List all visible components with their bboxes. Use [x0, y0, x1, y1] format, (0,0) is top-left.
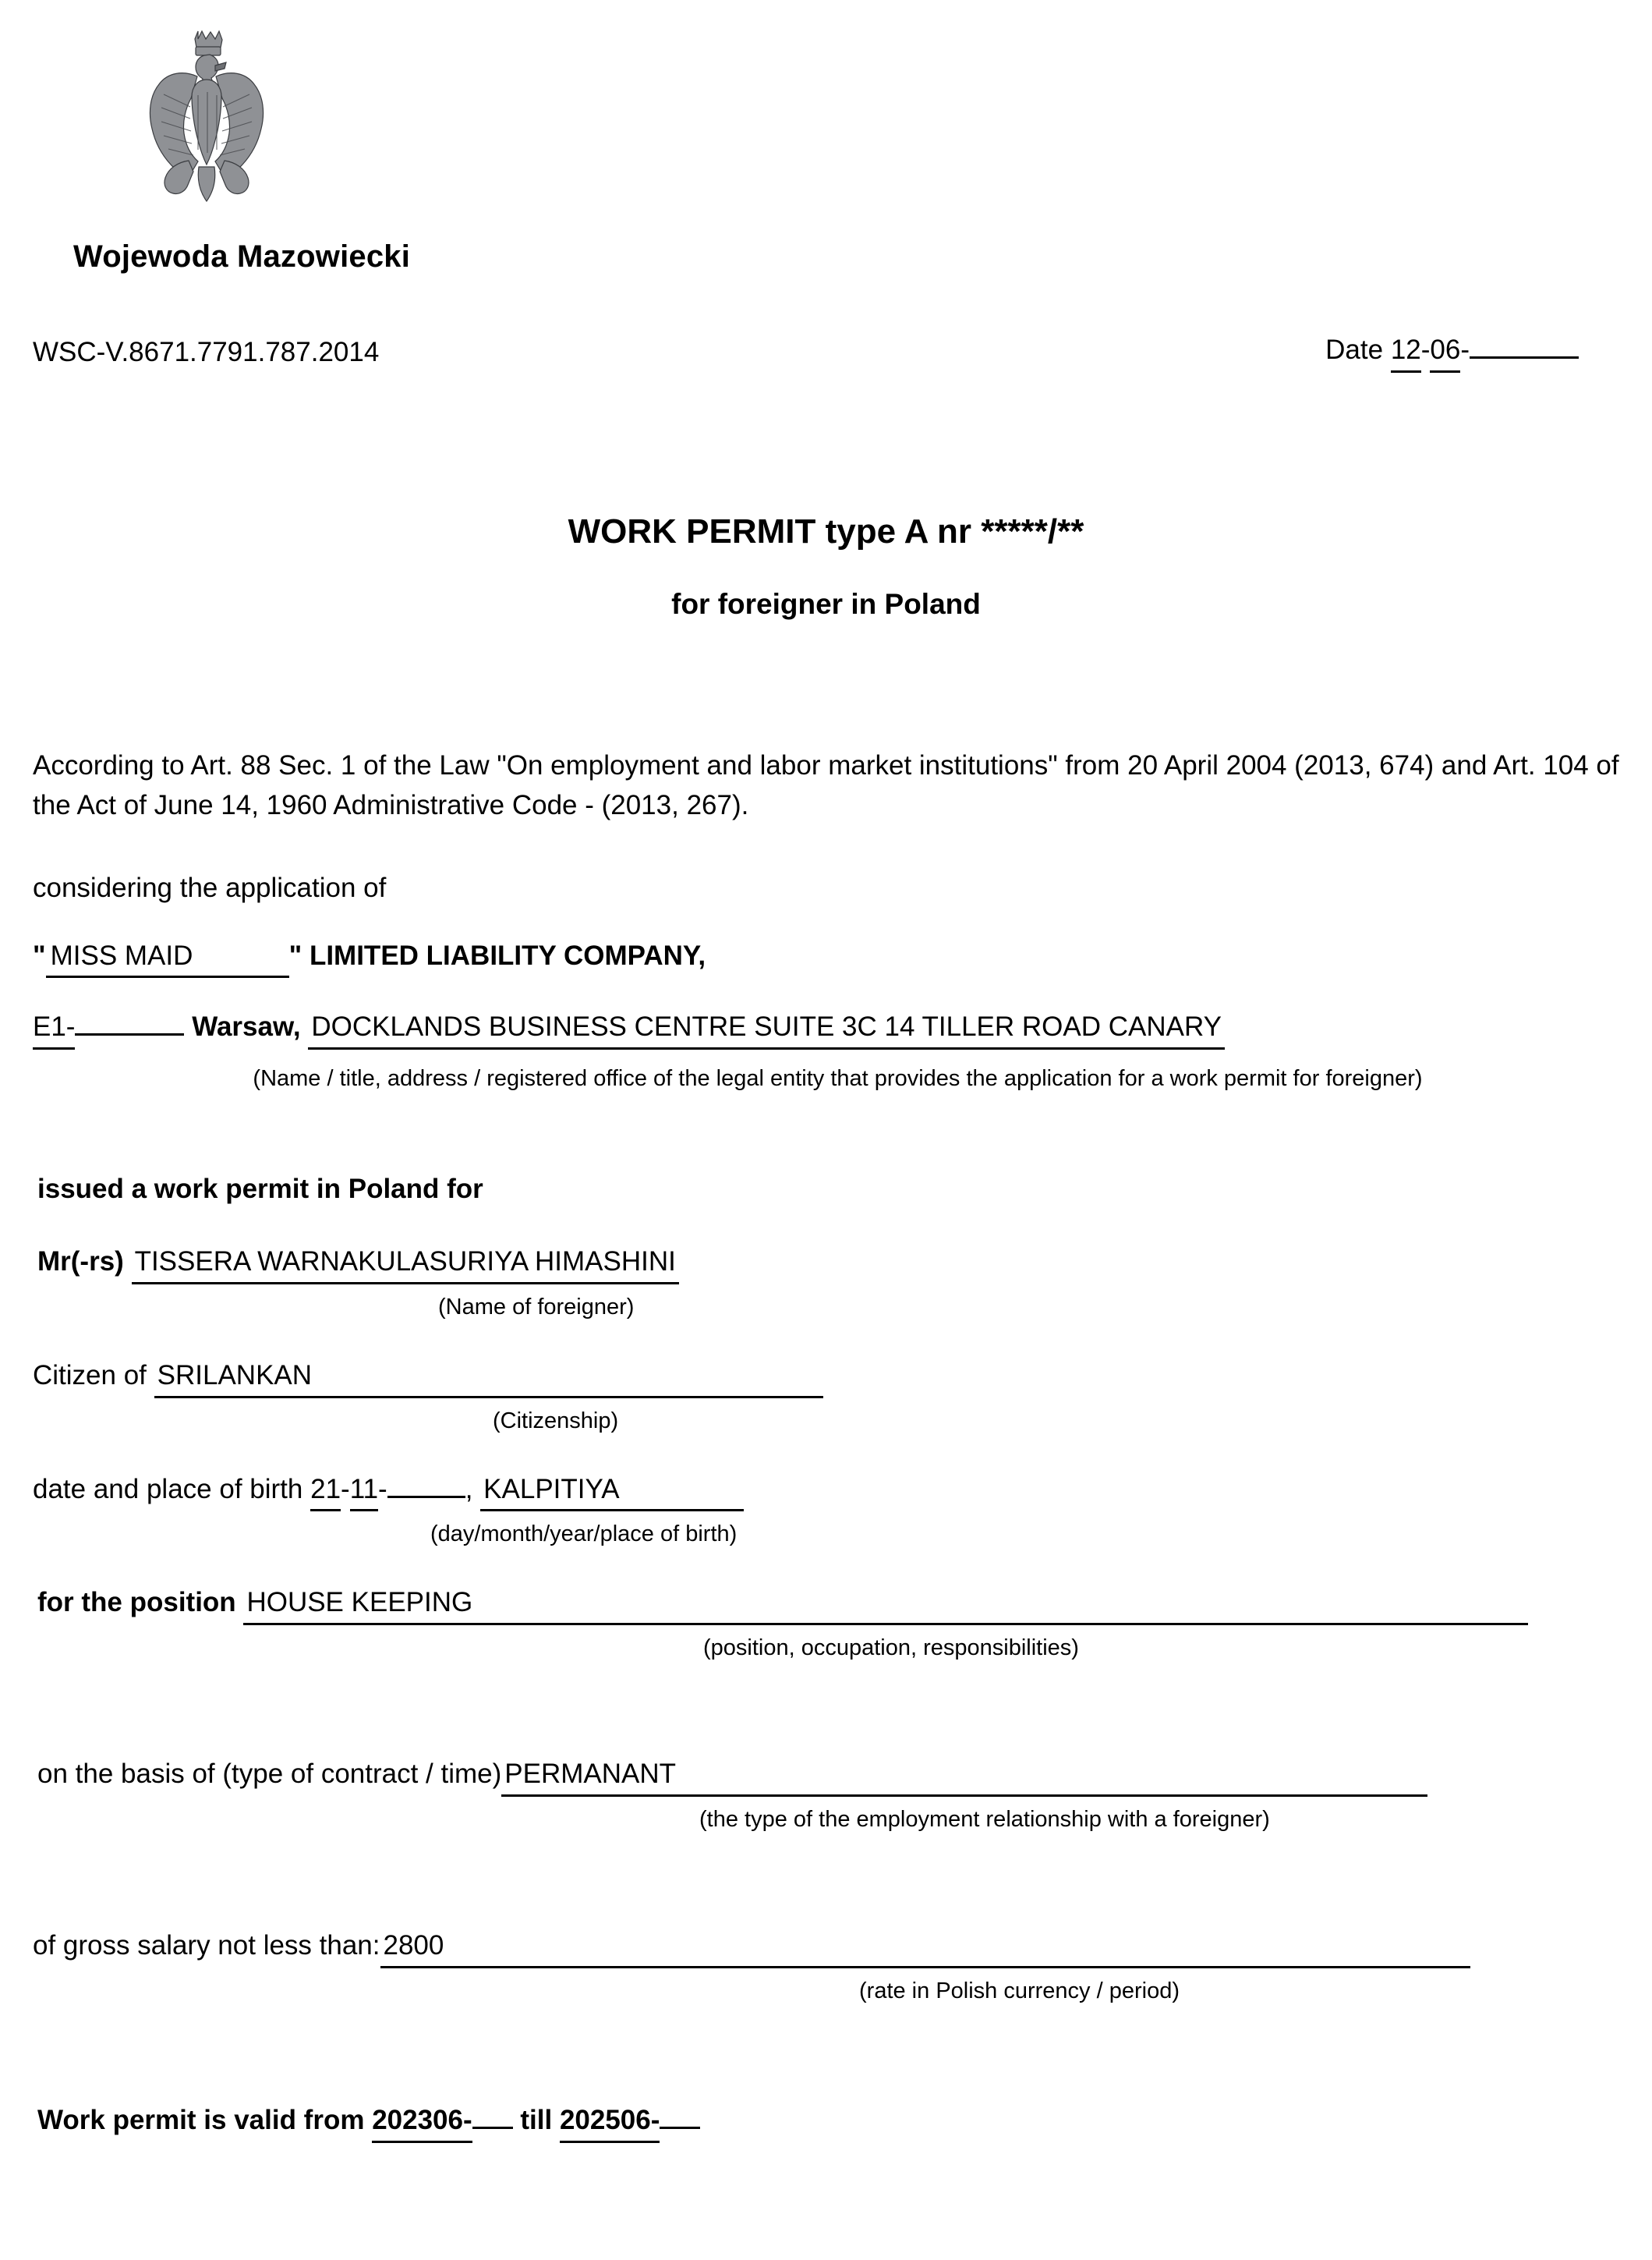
salary-label: of gross salary not less than: — [33, 1930, 380, 1961]
valid-from-value[interactable]: 202306- — [372, 2101, 472, 2143]
validity-prefix: Work permit is valid from — [37, 2104, 365, 2135]
company-caption: (Name / title, address / registered office of the legal entity that provides the application for a work permit for foreigner) — [253, 1066, 1423, 1092]
citizenship-caption: (Citizenship) — [493, 1408, 619, 1433]
emblem-container — [33, 0, 1619, 221]
position-label: for the position — [37, 1587, 236, 1618]
spacer-1 — [33, 1664, 1619, 1722]
birth-year-blank[interactable] — [387, 1496, 465, 1498]
birth-place-value[interactable]: KALPITIYA — [480, 1470, 744, 1512]
birth-day-value[interactable]: 21 — [310, 1470, 341, 1512]
date-month-value[interactable]: 06 — [1430, 331, 1460, 373]
company-address-value[interactable]: DOCKLANDS BUSINESS CENTRE SUITE 3C 14 TILLER ROAD CANARY — [308, 1008, 1225, 1050]
valid-till-blank[interactable] — [660, 2127, 700, 2129]
contract-label: on the basis of (type of contract / time) — [37, 1759, 502, 1790]
salary-value[interactable]: 2800 — [380, 1926, 1470, 1968]
considering-label: considering the application of — [33, 872, 387, 903]
company-address-line — [33, 1008, 1619, 1050]
birth-caption: (day/month/year/place of birth) — [430, 1521, 738, 1547]
birth-month-value[interactable]: 11 — [350, 1470, 378, 1512]
date-label: Date — [1325, 335, 1384, 365]
salutation-label: Mr(-rs) — [37, 1246, 124, 1277]
contract-caption: (the type of the employment relationship with a foreigner) — [699, 1806, 1270, 1832]
date-field: Date 12-06- — [1325, 331, 1619, 373]
citizen-label: Citizen of — [33, 1359, 147, 1390]
citizenship-line — [33, 1356, 1619, 1398]
birth-line: date and place of birth 21-11- , KALPITIYA — [33, 1470, 1619, 1512]
quote-close: " — [288, 940, 302, 971]
spacer-2 — [33, 1836, 1619, 1893]
salary-caption: (rate in Polish currency / period) — [859, 1978, 1180, 2003]
company-name-value[interactable]: MISS MAID — [46, 937, 289, 979]
date-year-blank[interactable] — [1470, 356, 1579, 359]
company-name-line — [33, 937, 1619, 979]
foreigner-name-caption: (Name of foreigner) — [438, 1294, 635, 1320]
company-city: Warsaw, — [192, 1011, 301, 1043]
birth-label: date and place of birth — [33, 1473, 303, 1504]
reference-number: WSC-V.8671.7791.787.2014 — [33, 337, 380, 367]
legal-basis-paragraph: According to Art. 88 Sec. 1 of the Law "On employment and labor market institutions" from 20 April 2004 (2013, 674) and Art. 104 of the Act of June 14, 1960 Administrative Code - (2013, 267). — [33, 750, 1619, 820]
valid-till-value[interactable]: 202506- — [560, 2101, 660, 2143]
salary-line — [33, 1926, 1619, 1968]
date-day-value[interactable]: 12 — [1391, 331, 1421, 373]
page-subtitle: for foreigner in Poland — [671, 587, 981, 620]
validity-line — [33, 2101, 1619, 2143]
position-line — [33, 1583, 1619, 1625]
contract-type-value[interactable]: PERMANANT — [501, 1755, 1427, 1797]
quote-open: " — [33, 940, 46, 971]
postal-code-value[interactable]: E1- — [33, 1008, 75, 1050]
contract-line — [33, 1755, 1619, 1797]
foreigner-name-value[interactable]: TISSERA WARNAKULASURIYA HIMASHINI — [132, 1242, 679, 1284]
polish-eagle-emblem-icon — [117, 20, 296, 221]
page-title: WORK PERMIT type A nr *****/** — [568, 512, 1084, 551]
foreigner-name-line — [33, 1242, 1619, 1284]
company-legal-form: LIMITED LIABILITY COMPANY, — [309, 940, 706, 971]
citizenship-value[interactable]: SRILANKAN — [154, 1356, 823, 1398]
issued-label: issued a work permit in Poland for — [37, 1174, 483, 1205]
postal-code-blank[interactable] — [75, 1033, 184, 1036]
reference-row — [33, 331, 1619, 373]
valid-from-blank[interactable] — [472, 2127, 513, 2129]
position-value[interactable]: HOUSE KEEPING — [243, 1583, 1528, 1625]
till-label: till — [520, 2104, 553, 2135]
authority-title: Wojewoda Mazowiecki — [73, 239, 411, 274]
position-caption: (position, occupation, responsibilities) — [703, 1635, 1079, 1661]
